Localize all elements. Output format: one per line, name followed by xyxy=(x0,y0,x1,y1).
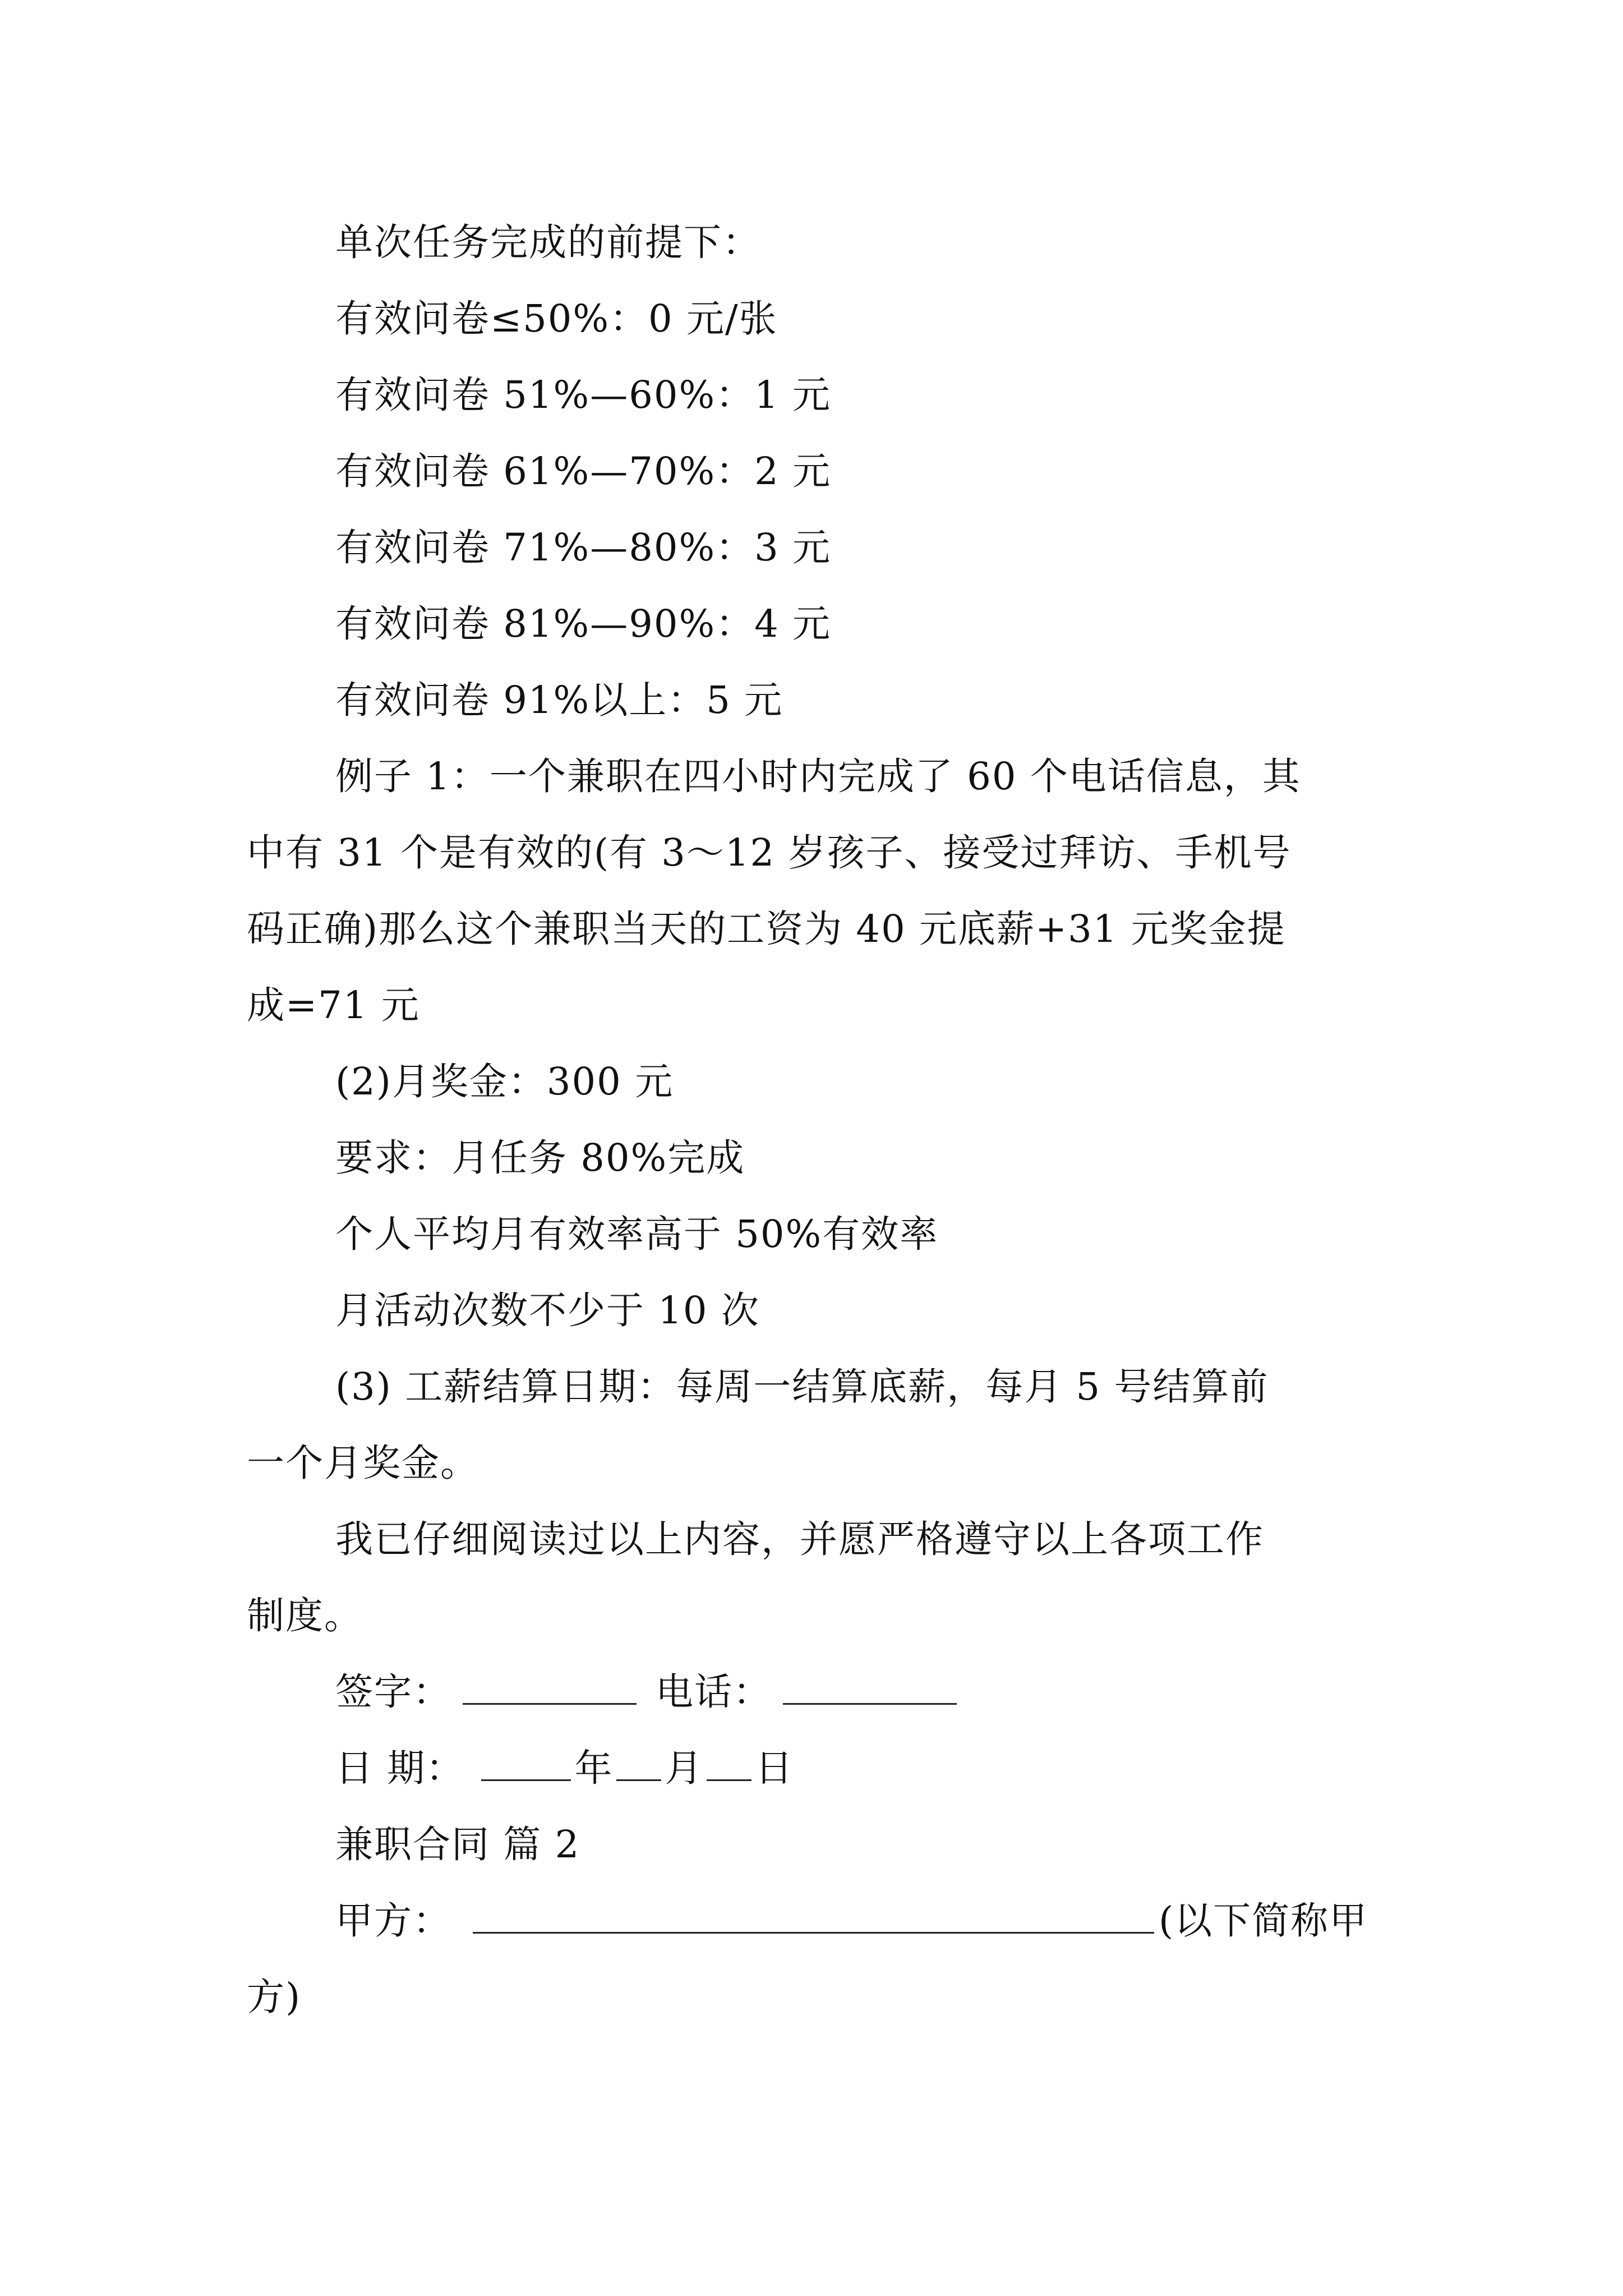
party-a-blank xyxy=(473,1898,1154,1934)
text-line: 有效问卷 61%—70%：2 元 xyxy=(335,449,832,493)
phone-label: 电话： xyxy=(656,1670,772,1714)
text-line: 有效问卷 91%以上：5 元 xyxy=(335,678,783,722)
text-line: 有效问卷 51%—60%：1 元 xyxy=(335,373,832,417)
date-row xyxy=(335,1741,794,1795)
day-label: 日 xyxy=(755,1746,794,1790)
settlement-line: (3) 工薪结算日期：每周一结算底薪，每月 5 号结算前 xyxy=(335,1365,1269,1409)
year-blank xyxy=(481,1746,571,1781)
agreement-line: 我已仔细阅读过以上内容，并愿严格遵守以上各项工作 xyxy=(335,1517,1264,1561)
party-a-wrap: 方) xyxy=(247,1975,302,2019)
party-a-label: 甲方： xyxy=(335,1899,451,1943)
text-line: 单次任务完成的前提下： xyxy=(335,220,761,264)
text-line: 有效问卷≤50%：0 元/张 xyxy=(335,297,778,341)
text-line: 有效问卷 71%—80%：3 元 xyxy=(335,526,832,569)
phone-blank xyxy=(783,1669,957,1705)
example-paragraph-line: 例子 1：一个兼职在四小时内完成了 60 个电话信息，其 xyxy=(335,754,1301,798)
sign-blank xyxy=(463,1669,637,1705)
agreement-line: 制度。 xyxy=(247,1594,363,1637)
settlement-line: 一个月奖金。 xyxy=(247,1441,479,1485)
bonus-requirement: 要求：月任务 80%完成 xyxy=(335,1136,745,1180)
example-paragraph-line: 中有 31 个是有效的(有 3～12 岁孩子、接受过拜访、手机号 xyxy=(247,831,1292,875)
month-blank xyxy=(616,1746,661,1781)
bonus-requirement: 月活动次数不少于 10 次 xyxy=(335,1289,760,1332)
party-a-suffix: (以下简称甲 xyxy=(1159,1899,1368,1943)
signature-row xyxy=(335,1665,957,1719)
day-blank xyxy=(707,1746,751,1781)
text-line: 有效问卷 81%—90%：4 元 xyxy=(335,602,832,646)
example-paragraph-line: 码正确)那么这个兼职当天的工资为 40 元底薪+31 元奖金提 xyxy=(247,907,1286,951)
date-label: 日 期： xyxy=(335,1746,465,1790)
bonus-title: (2)月奖金：300 元 xyxy=(335,1060,674,1103)
bonus-requirement: 个人平均月有效率高于 50%有效率 xyxy=(335,1212,939,1256)
month-label: 月 xyxy=(665,1746,704,1790)
sign-label: 签字： xyxy=(335,1670,451,1714)
party-a-row xyxy=(335,1894,1368,1948)
example-paragraph-line: 成=71 元 xyxy=(247,983,420,1027)
year-label: 年 xyxy=(574,1746,614,1790)
contract-heading: 兼职合同 篇 2 xyxy=(335,1823,580,1866)
